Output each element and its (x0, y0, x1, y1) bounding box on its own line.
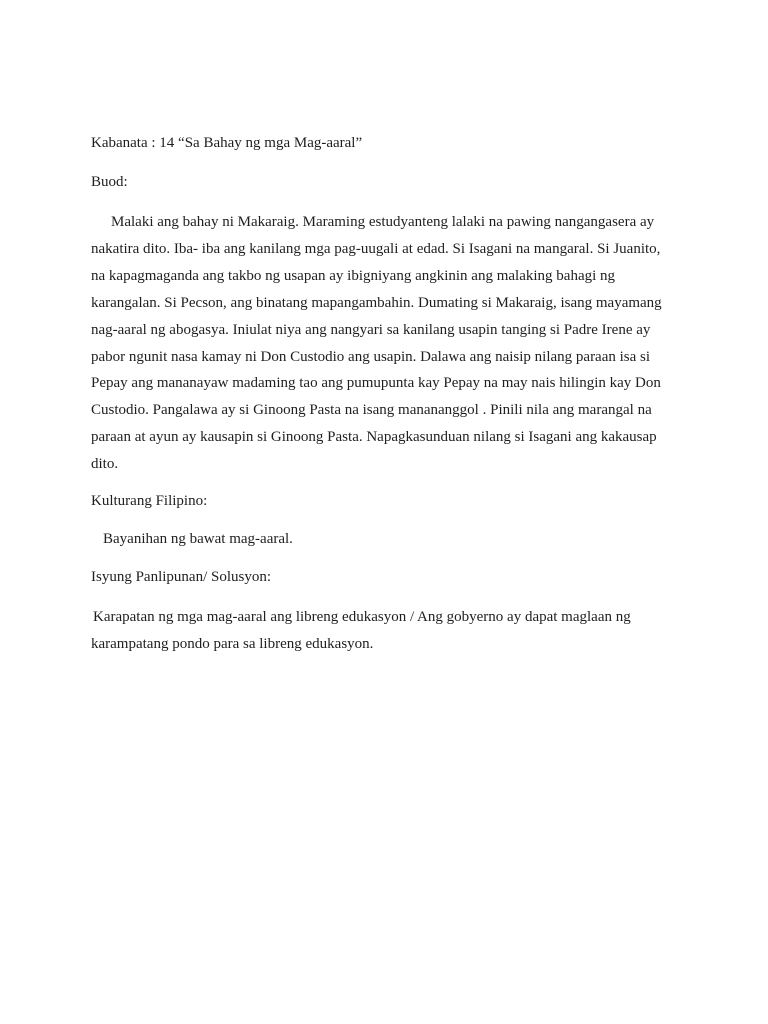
buod-paragraph (91, 209, 691, 478)
isyu-line: Karapatan ng mga mag-aaral ang libreng edukasyon / Ang gobyerno ay dapat maglaan ng (93, 609, 631, 626)
buod-line: na kapagmaganda ang takbo ng usapan ay ibigniyang angkinin ang malaking bahagi ng (91, 267, 616, 284)
kultura-text: Bayanihan ng bawat mag-aaral. (103, 531, 293, 548)
isyu-heading: Isyung Panlipunan/ Solusyon: (91, 569, 272, 586)
buod-line: Custodio. Pangalawa ay si Ginoong Pasta na isang manananggol . Pinili nila ang marangal na (91, 402, 652, 419)
document-body (91, 132, 691, 670)
buod-line: Malaki ang bahay ni Makaraig. Maraming estudyanteng lalaki na pawing nangangasera ay (111, 214, 655, 230)
buod-heading: Buod: (91, 174, 128, 190)
buod-line: pabor ngunit nasa kamay ni Don Custodio ang usapin. Dalawa ang naisip nilang paraan isa si (91, 348, 651, 365)
buod-line: nag-aaral ng abogasya. Iniulat niya ang nangyari sa kanilang usapin tanging si Padre Irene ay (91, 321, 651, 338)
buod-line: paraan at ayun ay kausapin si Ginoong Pasta. Napagkasunduan nilang si Isagani ang kakausap (91, 429, 657, 446)
chapter-title: Kabanata : 14 “Sa Bahay ng mga Mag-aaral” (91, 135, 363, 151)
buod-line: Pepay ang mananayaw madaming tao ang pumupunta kay Pepay na may nais hilingin kay Don (91, 375, 661, 392)
buod-line: nakatira dito. Iba- iba ang kanilang mga pag-uugali at edad. Si Isagani na mangaral. Si Juanito, (91, 240, 661, 257)
buod-line: dito. (91, 456, 119, 473)
isyu-paragraph (91, 604, 691, 658)
buod-line: karangalan. Si Pecson, ang binatang mapangambahin. Dumating si Makaraig, isang mayamang (91, 294, 662, 311)
kultura-heading: Kulturang Filipino: (91, 493, 208, 510)
isyu-line: karampatang pondo para sa libreng edukasyon. (91, 635, 374, 652)
